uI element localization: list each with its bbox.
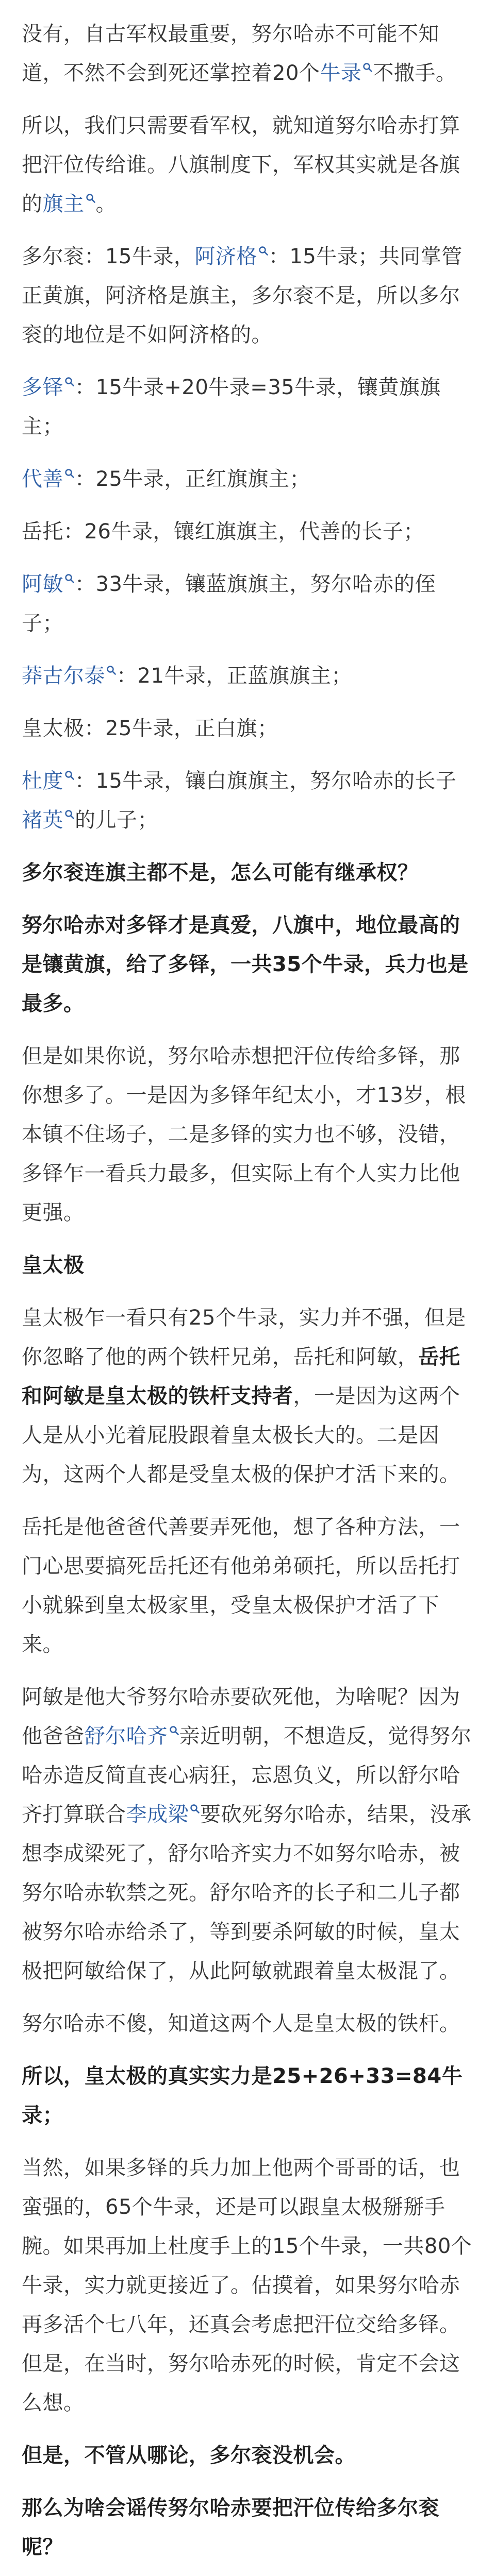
text: ：21牛录，正蓝旗旗主；	[117, 664, 352, 688]
link-text[interactable]: 褚英	[22, 808, 63, 832]
search-icon[interactable]	[258, 246, 269, 259]
search-icon[interactable]	[64, 574, 75, 587]
paragraph	[22, 237, 473, 354]
link-text[interactable]: 代善	[22, 467, 63, 491]
search-link[interactable]	[43, 192, 96, 216]
text: 没有，自古军权最重要，努尔哈赤不可能不知道，不然不会到死还掌控着20个	[22, 22, 439, 85]
link-text[interactable]: 莽古尔泰	[22, 664, 105, 688]
link-text[interactable]: 舒尔哈齐	[84, 1724, 168, 1748]
section-heading: 皇太极	[22, 1253, 85, 1277]
text: ：15牛录，镶白旗旗主，努尔哈赤的长子	[75, 769, 457, 793]
paragraph: 当然，如果多铎的兵力加上他两个哥哥的话，也蛮强的，65个牛录，还是可以跟皇太极掰掰手腕。如果再加上杜度手上的15个牛录，一共80个牛录，实力就更接近了。估摸着，如果努尔哈赤再多活个七八年，还真会考虑把汗位交给多铎。但是，在当时，努尔哈赤死的时候，肯定不会这么想。	[22, 2156, 472, 2415]
link-text[interactable]: 旗主	[42, 192, 85, 216]
text: ：33牛录，镶蓝旗旗主，努尔哈赤的侄子；	[22, 572, 436, 635]
link-text[interactable]: 多铎	[22, 376, 63, 399]
link-text[interactable]: 杜度	[22, 769, 63, 793]
search-icon[interactable]	[190, 1804, 200, 1817]
search-link[interactable]	[126, 1803, 201, 1826]
search-link[interactable]	[22, 572, 75, 596]
paragraph: 努尔哈赤不傻，知道这两个人是皇太极的铁杆。	[22, 2012, 460, 2036]
text: 所以，我们只需要看军权，就知道努尔哈赤打算把汗位传给谁。八旗制度下，军权其实就是各旗的	[22, 114, 460, 216]
paragraph: 皇太极：25牛录，正白旗；	[22, 717, 278, 740]
text: 阿敏是他大爷努尔哈赤要砍死他，为啥呢？因为他爸爸	[22, 1685, 460, 1748]
paragraph	[22, 1298, 473, 1494]
paragraph	[22, 106, 473, 224]
bold-statement: 努尔哈赤对多铎才是真爱，八旗中，地位最高的是镶黄旗，给了多铎，一共35个牛录，兵力也是最多。	[22, 913, 469, 1015]
link-text[interactable]: 阿敏	[22, 572, 63, 596]
link-text[interactable]: 阿济格	[194, 245, 257, 268]
section-question: 那么为啥会谣传努尔哈赤要把汗位传给多尔衮呢？	[22, 2496, 439, 2559]
search-icon[interactable]	[106, 666, 117, 679]
text: 多尔衮：15牛录，	[22, 245, 195, 268]
search-link[interactable]	[22, 376, 75, 399]
text: 的儿子；	[75, 808, 158, 832]
paragraph	[22, 565, 473, 643]
text: 。	[95, 192, 117, 216]
section-question: 多尔衮连旗主都不是，怎么可能有继承权？	[22, 861, 419, 885]
paragraph	[22, 14, 473, 93]
search-icon[interactable]	[64, 469, 75, 482]
search-link[interactable]	[194, 245, 269, 268]
bold-statement: 所以，皇太极的真实实力是25+26+33=84牛录；	[22, 2064, 463, 2127]
text: ：15牛录；共同掌管正黄旗，阿济格是旗主，多尔衮不是，所以多尔衮的地位是不如阿济格的。	[22, 245, 463, 347]
text: ：25牛录，正红旗旗主；	[75, 467, 310, 491]
text: ：15牛录+20牛录=35牛录，镶黄旗旗主；	[22, 376, 441, 438]
paragraph: 岳托是他爸爸代善要弄死他，想了各种方法，一门心思要搞死岳托还有他弟弟硕托，所以岳托打小就躲到皇太极家里，受皇太极保护才活了下来。	[22, 1515, 460, 1656]
search-icon[interactable]	[86, 194, 96, 207]
search-icon[interactable]	[64, 810, 75, 823]
search-icon[interactable]	[362, 63, 373, 76]
bold-statement: 但是，不管从哪论，多尔衮没机会。	[22, 2444, 356, 2467]
text: 皇太极乍一看只有25个牛录，实力并不强，但是你忽略了他的两个铁杆兄弟，岳托和阿敏，	[22, 1306, 466, 1369]
search-link[interactable]	[320, 61, 373, 85]
paragraph	[22, 1677, 473, 1991]
paragraph	[22, 656, 473, 696]
paragraph	[22, 460, 473, 499]
bold-text: 岳托和阿敏是皇太极的铁杆支持者	[22, 1345, 460, 1408]
search-link[interactable]	[22, 769, 75, 793]
search-icon[interactable]	[64, 771, 75, 784]
search-link[interactable]	[85, 1724, 179, 1748]
paragraph: 但是如果你说，努尔哈赤想把汗位传给多铎，那你想多了。一是因为多铎年纪太小，才13岁，根本镇不住场子，二是多铎的实力也不够，没错，多铎乍一看兵力最多，但实际上有个人实力比他更强。	[22, 1044, 466, 1225]
search-link[interactable]	[22, 808, 75, 832]
search-link[interactable]	[22, 467, 75, 491]
paragraph	[22, 368, 473, 446]
paragraph: 岳托：26牛录，镶红旗旗主，代善的长子；	[22, 520, 424, 544]
search-icon[interactable]	[169, 1726, 179, 1739]
search-icon[interactable]	[64, 377, 75, 390]
link-text[interactable]: 牛录	[320, 61, 362, 85]
search-link[interactable]	[22, 664, 117, 688]
text: 不撒手。	[373, 61, 457, 85]
text: 要砍死努尔哈赤，结果，没承想李成梁死了，舒尔哈齐实力不如努尔哈赤，被努尔哈赤软禁之死。舒尔哈齐的长子和二儿子都被努尔哈赤给杀了，等到要杀阿敏的时候，皇太极把阿敏给保了，从此阿敏就跟着皇太极混了。	[22, 1803, 472, 1983]
text: ，一是因为这两个人是从小光着屁股跟着皇太极长大的。二是因为，这两个人都是受皇太极的保护才活下来的。	[22, 1384, 460, 1486]
link-text[interactable]: 李成梁	[126, 1803, 189, 1826]
text: 亲近明朝，不想造反，觉得努尔哈赤造反简直丧心病狂，忘恩负义，所以舒尔哈齐打算联合	[22, 1724, 472, 1826]
paragraph	[22, 761, 473, 840]
